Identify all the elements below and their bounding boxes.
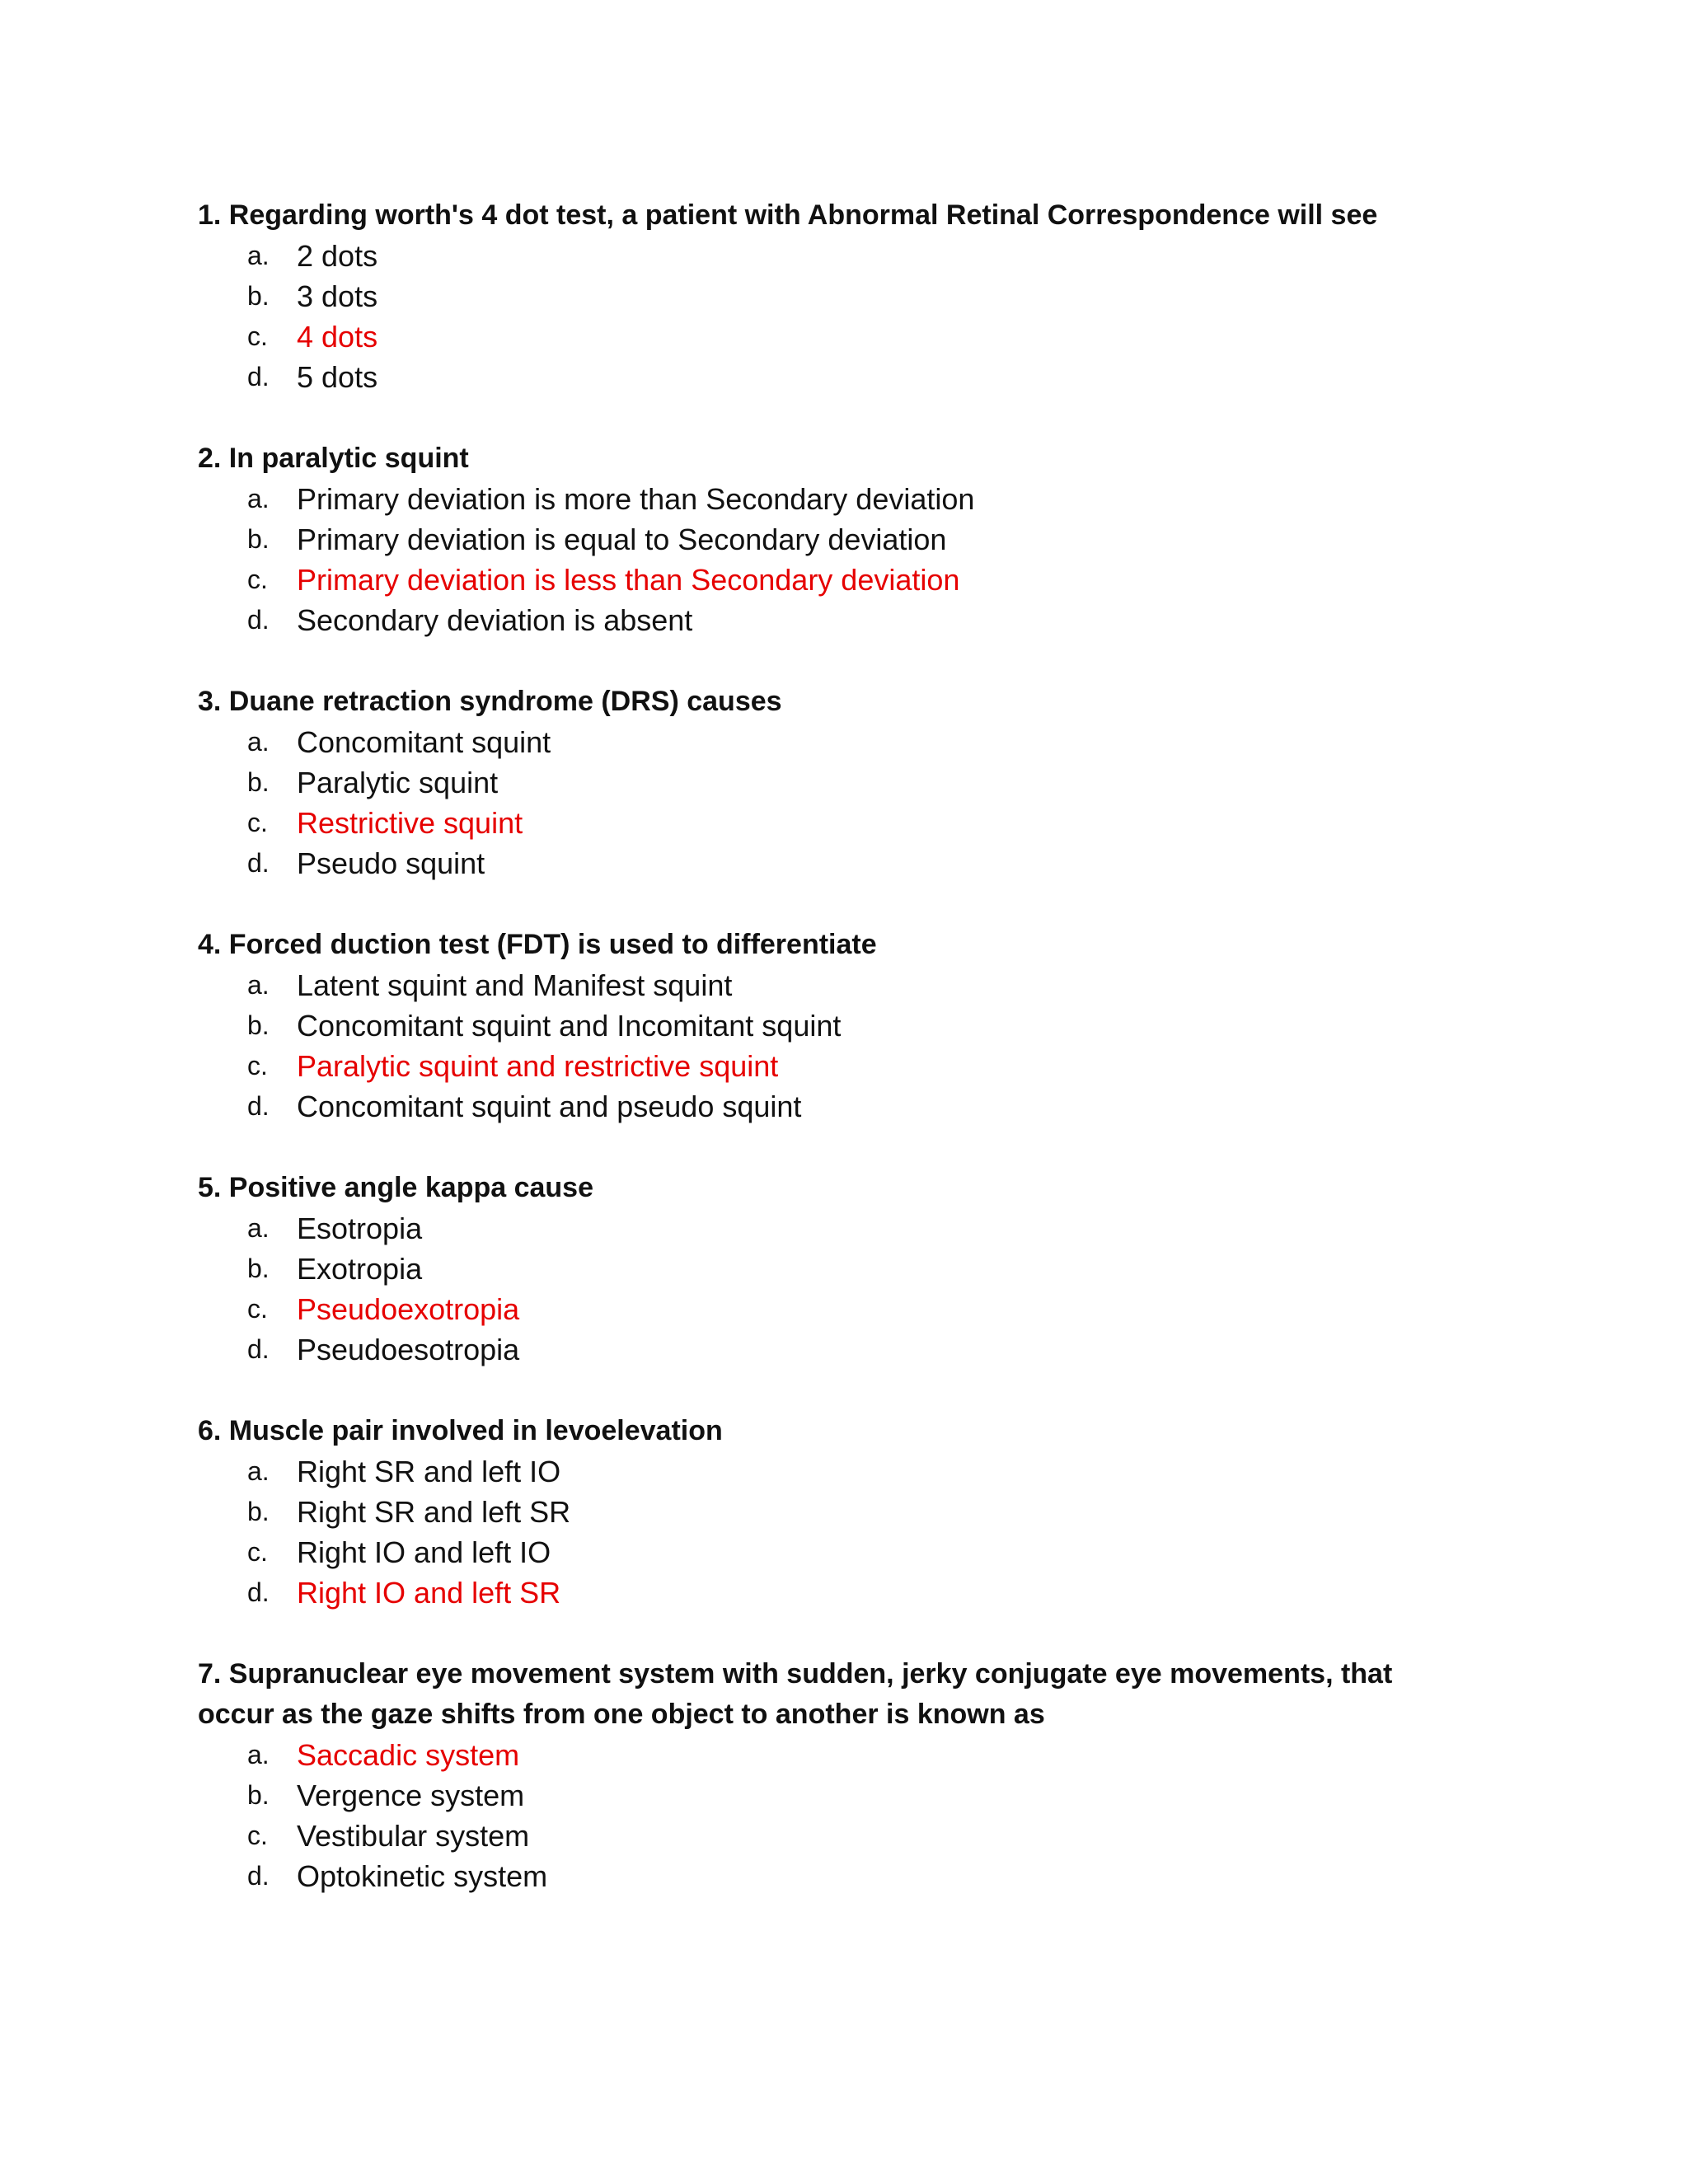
answer-option-6-c <box>198 1532 1484 1572</box>
answer-option-7-c <box>198 1816 1484 1856</box>
option-letter: c. <box>247 1537 268 1567</box>
option-text: 3 dots <box>297 279 378 313</box>
answer-option-2-d <box>198 600 1484 640</box>
question-title: 1. Regarding worth's 4 dot test, a patient with Abnormal Retinal Correspondence will see <box>198 199 1378 231</box>
question-block-3 <box>198 682 1484 883</box>
question-block-2 <box>198 438 1484 640</box>
answer-option-7-b <box>198 1775 1484 1816</box>
option-list <box>198 479 1484 640</box>
option-letter: c. <box>247 565 268 594</box>
option-text: Primary deviation is less than Secondary deviation <box>297 563 960 597</box>
option-letter: b. <box>247 1254 270 1283</box>
answer-option-4-c-correct <box>198 1046 1484 1086</box>
answer-option-3-d <box>198 843 1484 883</box>
option-letter: b. <box>247 281 270 311</box>
option-text: Right SR and left IO <box>297 1455 561 1488</box>
question-block-1 <box>198 195 1484 397</box>
answer-option-6-d-correct <box>198 1572 1484 1613</box>
option-letter: a. <box>247 241 270 270</box>
option-text: Optokinetic system <box>297 1859 548 1893</box>
answer-option-7-d <box>198 1856 1484 1896</box>
option-letter: c. <box>247 1051 268 1080</box>
option-text: Concomitant squint <box>297 725 551 759</box>
answer-option-3-c-correct <box>198 803 1484 843</box>
option-text: Saccadic system <box>297 1738 520 1772</box>
option-text: Concomitant squint and pseudo squint <box>297 1090 802 1123</box>
answer-option-5-c-correct <box>198 1289 1484 1329</box>
option-letter: d. <box>247 362 270 391</box>
option-text: Esotropia <box>297 1212 423 1245</box>
option-letter: b. <box>247 1010 270 1040</box>
option-text: Concomitant squint and Incomitant squint <box>297 1009 842 1043</box>
answer-option-4-b <box>198 1005 1484 1046</box>
option-text: Right SR and left SR <box>297 1495 571 1529</box>
option-letter: a. <box>247 1213 270 1243</box>
option-text: Pseudoesotropia <box>297 1333 520 1366</box>
question-title: 3. Duane retraction syndrome (DRS) causes <box>198 686 782 717</box>
question-block-4 <box>198 925 1484 1127</box>
option-letter: c. <box>247 321 268 351</box>
option-text: Vestibular system <box>297 1819 530 1853</box>
option-list <box>198 236 1484 397</box>
option-list <box>198 1451 1484 1613</box>
option-letter: d. <box>247 1577 270 1607</box>
option-text: Paralytic squint and restrictive squint <box>297 1049 779 1083</box>
question-list <box>198 195 1484 1938</box>
option-letter: d. <box>247 848 270 878</box>
option-letter: c. <box>247 1294 268 1324</box>
option-letter: d. <box>247 1091 270 1121</box>
option-list <box>198 965 1484 1127</box>
option-text: 5 dots <box>297 360 378 394</box>
option-text: Paralytic squint <box>297 766 499 799</box>
answer-option-5-d <box>198 1329 1484 1370</box>
option-letter: c. <box>247 808 268 837</box>
option-letter: a. <box>247 970 270 1000</box>
answer-option-2-a <box>198 479 1484 519</box>
option-letter: d. <box>247 1334 270 1364</box>
answer-option-4-a <box>198 965 1484 1005</box>
option-letter: b. <box>247 1780 270 1810</box>
answer-option-5-b <box>198 1249 1484 1289</box>
question-block-7 <box>198 1654 1484 1896</box>
answer-option-6-a <box>198 1451 1484 1492</box>
option-text: 4 dots <box>297 320 378 354</box>
option-list <box>198 1735 1484 1896</box>
answer-option-1-c-correct <box>198 316 1484 357</box>
option-text: Primary deviation is equal to Secondary deviation <box>297 523 947 556</box>
option-text: Right IO and left SR <box>297 1576 561 1610</box>
answer-option-3-b <box>198 762 1484 803</box>
option-text: Right IO and left IO <box>297 1535 551 1569</box>
option-letter: c. <box>247 1821 268 1850</box>
option-letter: d. <box>247 605 270 635</box>
question-block-5 <box>198 1168 1484 1370</box>
option-letter: a. <box>247 484 270 513</box>
answer-option-1-d <box>198 357 1484 397</box>
question-block-6 <box>198 1411 1484 1613</box>
option-text: Restrictive squint <box>297 806 523 840</box>
answer-option-3-a <box>198 722 1484 762</box>
answer-option-1-b <box>198 276 1484 316</box>
option-text: Pseudo squint <box>297 846 485 880</box>
question-title: 6. Muscle pair involved in levoelevation <box>198 1415 723 1446</box>
option-text: Vergence system <box>297 1779 525 1812</box>
option-text: Latent squint and Manifest squint <box>297 968 733 1002</box>
option-text: Secondary deviation is absent <box>297 603 693 637</box>
option-letter: a. <box>247 1740 270 1769</box>
option-list <box>198 722 1484 883</box>
option-text: Primary deviation is more than Secondary deviation <box>297 482 975 516</box>
option-list <box>198 1208 1484 1370</box>
option-letter: d. <box>247 1861 270 1891</box>
option-letter: a. <box>247 727 270 757</box>
answer-option-5-a <box>198 1208 1484 1249</box>
question-title: 7. Supranuclear eye movement system with sudden, jerky conjugate eye movements, that occur as the gaze shifts from one object to another is known as <box>198 1658 1393 1730</box>
question-title: 2. In paralytic squint <box>198 443 469 474</box>
option-text: Pseudoexotropia <box>297 1292 520 1326</box>
question-title: 4. Forced duction test (FDT) is used to differentiate <box>198 929 877 960</box>
answer-option-2-c-correct <box>198 560 1484 600</box>
answer-option-2-b <box>198 519 1484 560</box>
option-letter: a. <box>247 1456 270 1486</box>
answer-option-1-a <box>198 236 1484 276</box>
option-text: Exotropia <box>297 1252 423 1286</box>
question-title: 5. Positive angle kappa cause <box>198 1172 594 1203</box>
option-letter: b. <box>247 1497 270 1526</box>
option-text: 2 dots <box>297 239 378 273</box>
option-letter: b. <box>247 524 270 554</box>
option-letter: b. <box>247 767 270 797</box>
answer-option-4-d <box>198 1086 1484 1127</box>
answer-option-7-a-correct <box>198 1735 1484 1775</box>
answer-option-6-b <box>198 1492 1484 1532</box>
